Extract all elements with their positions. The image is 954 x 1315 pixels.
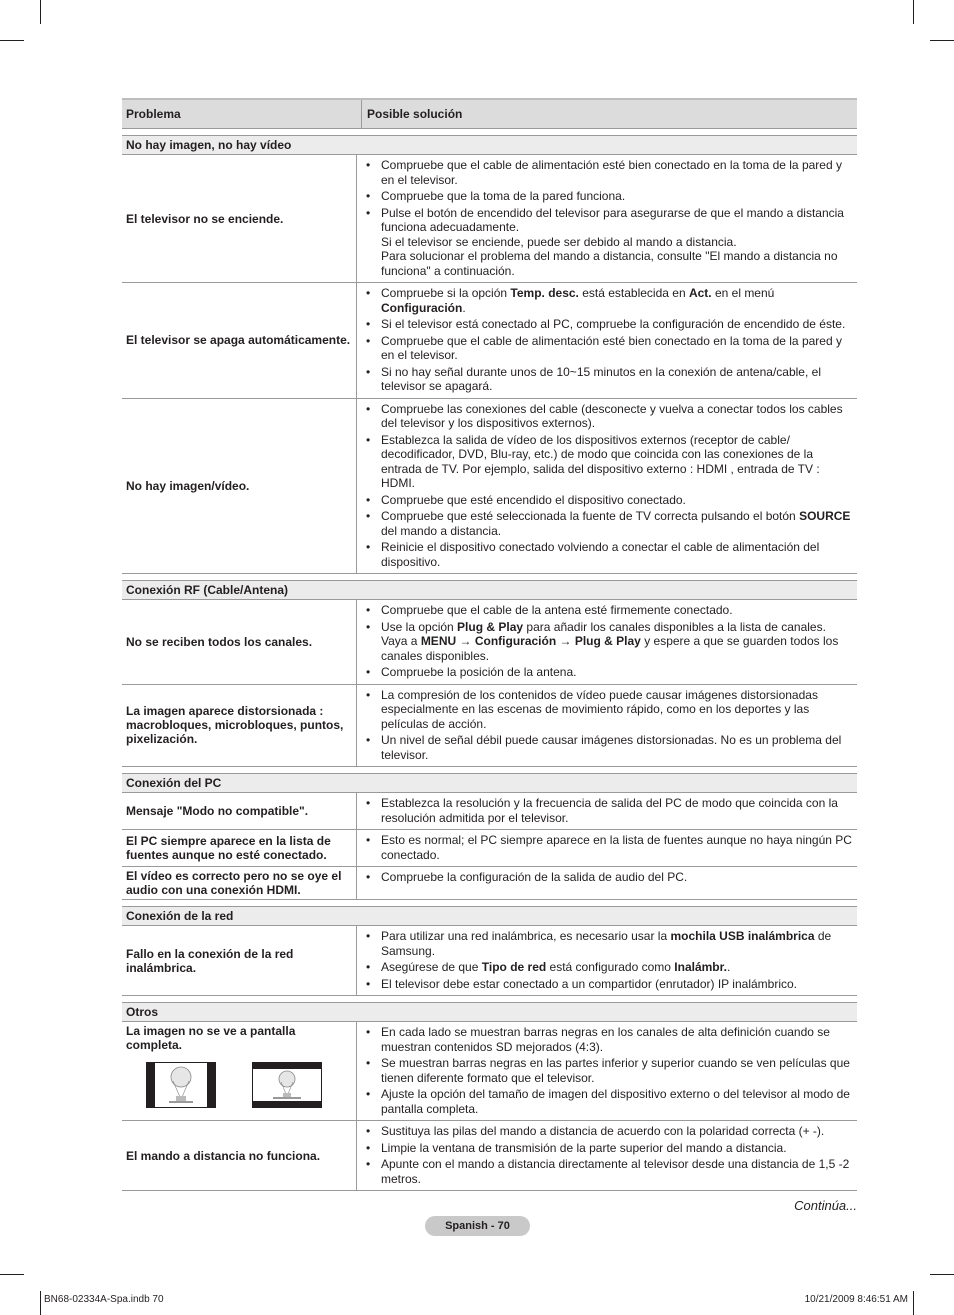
solution-item xyxy=(363,620,853,664)
problem-text: La imagen aparece distorsionada : macrobloques, microbloques, puntos, pixelización. xyxy=(126,704,344,747)
problem-text: Fallo en la conexión de la red inalámbrica. xyxy=(126,946,294,975)
solution-cell xyxy=(357,685,857,767)
crop-mark xyxy=(930,40,954,41)
continues-label: Continúa... xyxy=(794,1198,857,1213)
problem-text: No hay imagen/vídeo. xyxy=(126,478,250,493)
solution-list xyxy=(363,833,853,862)
solution-list xyxy=(363,796,853,825)
problem-cell xyxy=(122,793,357,829)
solution-cell xyxy=(357,867,857,899)
solution-item xyxy=(363,833,853,862)
solution-item xyxy=(363,158,853,187)
solution-item xyxy=(363,733,853,762)
problem-cell xyxy=(122,685,357,767)
solution-item xyxy=(363,665,853,680)
solution-cell xyxy=(357,600,857,684)
solution-item xyxy=(363,206,853,279)
crop-mark xyxy=(913,1291,914,1315)
table-row xyxy=(122,600,857,685)
crop-mark xyxy=(0,1274,24,1275)
solution-text: • Un nivel de señal débil puede causar imágenes distorsionadas. No es un problema del televisor. xyxy=(381,733,842,762)
solution-text: • Si el televisor está conectado al PC, compruebe la configuración de encendido de éste. xyxy=(381,317,846,331)
table-row xyxy=(122,1121,857,1191)
solution-item xyxy=(363,433,853,491)
solution-text: • Si no hay señal durante unos de 10~15 minutos en la conexión de antena/cable, el televisor se apagará. xyxy=(381,364,821,393)
letterbox-tv-icon xyxy=(252,1062,322,1108)
solution-item xyxy=(363,540,853,569)
solution-item xyxy=(363,509,853,538)
solution-item xyxy=(363,1141,853,1156)
solution-item xyxy=(363,1056,853,1085)
table-row xyxy=(122,155,857,283)
problem-text: No se reciben todos los canales. xyxy=(126,634,313,649)
solution-item xyxy=(363,603,853,618)
solution-item xyxy=(363,1157,853,1186)
problem-cell xyxy=(122,830,357,866)
solution-text: • En cada lado se muestran barras negras en los canales de alta definición cuando se muestran contenidos SD mejorados (4:3). xyxy=(381,1025,830,1054)
tv-illustrations xyxy=(146,1062,352,1108)
solution-text: • Ajuste la opción del tamaño de imagen del dispositivo externo o del televisor al modo de pantalla completa. xyxy=(381,1087,850,1116)
crop-mark xyxy=(930,1274,954,1275)
problem-cell xyxy=(122,1121,357,1190)
solution-list xyxy=(363,603,853,680)
problem-cell xyxy=(122,600,357,684)
problem-cell xyxy=(122,867,357,899)
problem-text: La imagen no se ve a pantalla completa. xyxy=(126,1024,296,1052)
solution-text: • Para utilizar una red inalámbrica, es necesario usar la mochila USB inalámbrica de Samsung. xyxy=(381,929,832,958)
solution-item xyxy=(363,286,853,315)
table-row xyxy=(122,867,857,900)
solution-text: • Compruebe la posición de la antena. xyxy=(381,665,577,679)
problem-cell xyxy=(122,155,357,282)
solution-list xyxy=(363,1025,853,1116)
solution-list xyxy=(363,1124,853,1186)
table-row xyxy=(122,283,857,399)
problem-cell xyxy=(122,1022,357,1120)
section-title: Conexión RF (Cable/Antena) xyxy=(122,580,857,600)
section-title: Conexión del PC xyxy=(122,773,857,793)
solution-item xyxy=(363,1087,853,1116)
solution-text: • Compruebe las conexiones del cable (desconecte y vuelva a conectar todos los cables del televisor y los dispositivos externos). xyxy=(381,401,843,430)
solution-text: • Use la opción Plug & Play para añadir los canales disponibles a la lista de canales. Vaya a MENU → Configuración → Plug & Play y espere a que se guarden todos los canales disponibles. xyxy=(381,619,839,663)
problem-text: El PC siempre aparece en la lista de fuentes aunque no esté conectado. xyxy=(126,834,331,862)
solution-cell xyxy=(357,793,857,829)
solution-item xyxy=(363,1025,853,1054)
solution-text: Para solucionar el problema del mando a distancia, consulte "El mando a distancia no funciona" a continuación. xyxy=(381,249,838,278)
solution-text: • Establezca la resolución y la frecuencia de salida del PC de modo que coincida con la resolución admitida por el televisor. xyxy=(381,796,838,825)
problem-text: El vídeo es correcto pero no se oye el audio con una conexión HDMI. xyxy=(126,869,342,897)
table-row xyxy=(122,1022,857,1121)
solution-cell xyxy=(357,155,857,282)
solution-text: • Establezca la salida de vídeo de los dispositivos externos (receptor de cable/ decodificador, DVD, Blu-ray, etc.) de modo que coincida con las conexiones de la entrada de TV. Por ejemplo, salida del dispositivo externo : HDMI , entrada de TV : HDMI. xyxy=(381,432,820,490)
solution-text: • Sustituya las pilas del mando a distancia de acuerdo con la polaridad correcta (+ -). xyxy=(381,1124,825,1138)
page-number-badge: Spanish - 70 xyxy=(425,1216,530,1236)
table-row xyxy=(122,830,857,867)
solution-text: • Compruebe que el cable de la antena esté firmemente conectado. xyxy=(381,603,733,617)
solution-item xyxy=(363,688,853,732)
footer-file: BN68-02334A-Spa.indb 70 xyxy=(44,1294,164,1305)
problem-cell xyxy=(122,283,357,398)
crop-mark xyxy=(913,0,914,24)
solution-text: • Apunte con el mando a distancia directamente al televisor desde una distancia de 1,5 -2 metros. xyxy=(381,1157,850,1186)
solution-text: • Esto es normal; el PC siempre aparece en la lista de fuentes aunque no haya ningún PC conectado. xyxy=(381,833,852,862)
table-row xyxy=(122,926,857,996)
solution-item xyxy=(363,334,853,363)
solution-list xyxy=(363,870,853,885)
solution-text: • Compruebe que el cable de alimentación esté bien conectado en la toma de la pared y en el televisor. xyxy=(381,158,842,187)
solution-cell xyxy=(357,283,857,398)
solution-text: • La compresión de los contenidos de vídeo puede causar imágenes distorsionadas especialmente en las escenas de movimiento rápido, como en los deportes y las películas de acción. xyxy=(381,687,818,731)
crop-mark xyxy=(0,40,24,41)
solution-cell xyxy=(357,399,857,574)
section-title: No hay imagen, no hay vídeo xyxy=(122,135,857,155)
solution-text: • Limpie la ventana de transmisión de la parte superior del mando a distancia. xyxy=(381,1140,787,1155)
solution-cell xyxy=(357,1121,857,1190)
table-row xyxy=(122,399,857,575)
solution-list xyxy=(363,929,853,991)
solution-text: • Compruebe que esté encendido el dispositivo conectado. xyxy=(381,492,686,507)
solution-cell xyxy=(357,1022,857,1120)
solution-list xyxy=(363,158,853,278)
solution-list xyxy=(363,688,853,763)
solution-text: • Compruebe la configuración de la salida de audio del PC. xyxy=(381,870,688,884)
solution-item xyxy=(363,317,853,332)
solution-text: • Asegúrese de que Tipo de red está configurado como Inalámbr.. xyxy=(381,960,731,974)
crop-mark xyxy=(40,1291,41,1315)
solution-item xyxy=(363,1124,853,1139)
footer-date: 10/21/2009 8:46:51 AM xyxy=(804,1294,908,1305)
problem-cell xyxy=(122,399,357,574)
solution-cell xyxy=(357,926,857,995)
solution-list xyxy=(363,402,853,570)
solution-text: • Reinicie el dispositivo conectado volviendo a conectar el cable de alimentación del dispositivo. xyxy=(381,540,820,569)
solution-item xyxy=(363,189,853,204)
solution-text: • El televisor debe estar conectado a un compartidor (enrutador) IP inalámbrico. xyxy=(381,976,797,991)
pillarbox-tv-icon xyxy=(146,1062,216,1108)
solution-text: • Compruebe que la toma de la pared funciona. xyxy=(381,189,626,203)
problem-text: Mensaje "Modo no compatible". xyxy=(126,804,309,818)
section-title: Conexión de la red xyxy=(122,906,857,926)
solution-item xyxy=(363,977,853,992)
section-title: Otros xyxy=(122,1002,857,1022)
solution-text: Si el televisor se enciende, puede ser debido al mando a distancia. xyxy=(381,234,737,249)
solution-item xyxy=(363,960,853,975)
solution-text: • Pulse el botón de encendido del televisor para asegurarse de que el mando a distancia funciona adecuadamente. xyxy=(381,205,844,234)
solution-item xyxy=(363,796,853,825)
solution-item xyxy=(363,870,853,885)
solution-item xyxy=(363,365,853,394)
solution-text: • Compruebe si la opción Temp. desc. está establecida en Act. en el menú Configuración. xyxy=(381,286,775,315)
problem-text: El televisor se apaga automáticamente. xyxy=(126,333,351,348)
solution-cell xyxy=(357,830,857,866)
problem-text: El televisor no se enciende. xyxy=(126,211,284,226)
crop-mark xyxy=(40,0,41,24)
solution-text: • Se muestran barras negras en las partes inferior y superior cuando se ven películas que tienen diferente formato que el televisor. xyxy=(381,1056,850,1085)
header-problem: Problema xyxy=(122,100,362,128)
troubleshooting-table xyxy=(122,98,857,1191)
header-solution: Posible solución xyxy=(367,107,463,121)
problem-cell xyxy=(122,926,357,995)
solution-item xyxy=(363,493,853,508)
solution-item xyxy=(363,929,853,958)
solution-text: • Compruebe que esté seleccionada la fuente de TV correcta pulsando el botón SOURCE del mando a distancia. xyxy=(381,509,851,538)
solution-item xyxy=(363,402,853,431)
solution-list xyxy=(363,286,853,394)
table-row xyxy=(122,685,857,768)
solution-text: • Compruebe que el cable de alimentación esté bien conectado en la toma de la pared y en el televisor. xyxy=(381,333,842,362)
problem-text: El mando a distancia no funciona. xyxy=(126,1148,321,1163)
table-header xyxy=(122,98,857,129)
table-row xyxy=(122,793,857,830)
